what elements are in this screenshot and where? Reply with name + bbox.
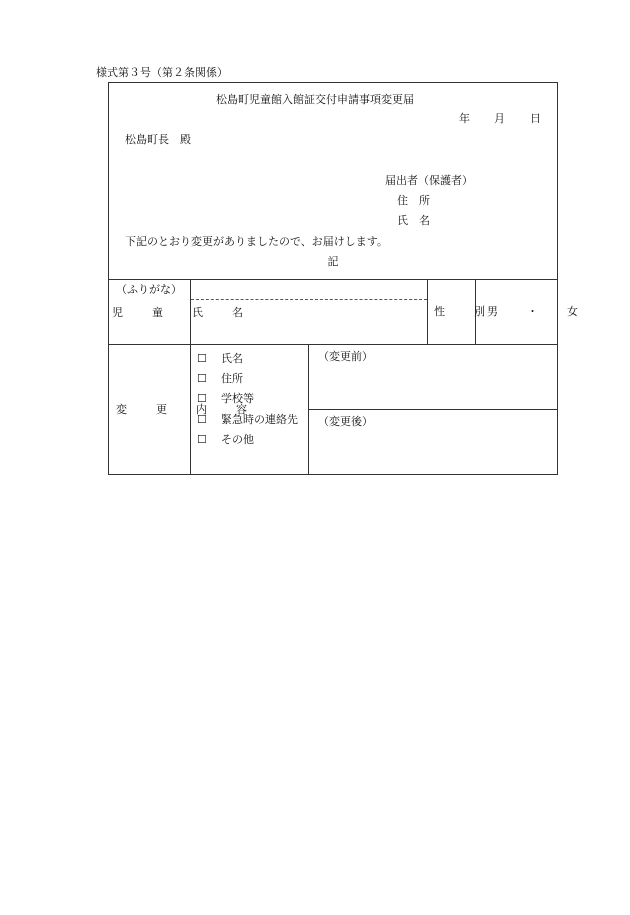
applicant-address-label: 住 所 (397, 194, 430, 207)
before-input-area[interactable] (310, 368, 556, 408)
date-month-label: 月 (494, 112, 505, 125)
change-item-label: その他 (221, 433, 254, 446)
table-top-border (108, 279, 558, 280)
furigana-dashed-line (191, 299, 427, 300)
before-after-divider (308, 409, 558, 410)
change-item-address[interactable] (197, 373, 243, 384)
child-name-label: 児 童 氏 名 (112, 306, 252, 319)
change-item-label: 住所 (221, 372, 243, 385)
checkbox-icon[interactable]: ☐ (197, 392, 207, 405)
applicant-name-label: 氏 名 (397, 214, 430, 227)
furigana-label: （ふりがな） (116, 283, 182, 296)
date-day-label: 日 (530, 112, 541, 125)
date-year-label: 年 (459, 112, 470, 125)
change-item-name[interactable] (197, 353, 243, 364)
after-input-area[interactable] (310, 432, 556, 474)
change-item-school[interactable] (197, 393, 254, 404)
gender-label: 性 別 (434, 305, 494, 318)
after-label: （変更後） (318, 415, 373, 428)
change-item-other[interactable] (197, 434, 254, 445)
applicant-heading: 届出者（保護者） (385, 174, 473, 187)
before-label: （変更前） (318, 350, 373, 363)
form-title: 松島町児童館入館証交付申請事項変更届 (216, 93, 414, 106)
table-mid-border (108, 344, 558, 345)
addressee: 松島町長 殿 (125, 133, 191, 146)
change-item-label: 氏名 (221, 352, 243, 365)
checkbox-icon[interactable]: ☐ (197, 413, 207, 426)
checkbox-icon[interactable]: ☐ (197, 433, 207, 446)
checkbox-icon[interactable]: ☐ (197, 372, 207, 385)
change-content-label: 変 更 内 容 (116, 403, 256, 416)
gender-label-border-left (427, 279, 428, 344)
change-item-label: 緊急時の連絡先 (221, 413, 298, 426)
intro-text: 下記のとおり変更がありましたので、お届けします。 (125, 235, 388, 248)
child-name-input-area[interactable] (192, 301, 426, 343)
checkbox-icon[interactable]: ☐ (197, 352, 207, 365)
ki-label: 記 (327, 255, 339, 268)
form-number: 様式第３号（第２条関係） (96, 66, 228, 79)
gender-options[interactable]: 男 ・ 女 (487, 305, 587, 318)
change-item-emergency-contact[interactable] (197, 414, 298, 425)
change-item-label: 学校等 (221, 392, 254, 405)
furigana-input-area[interactable] (192, 281, 426, 298)
